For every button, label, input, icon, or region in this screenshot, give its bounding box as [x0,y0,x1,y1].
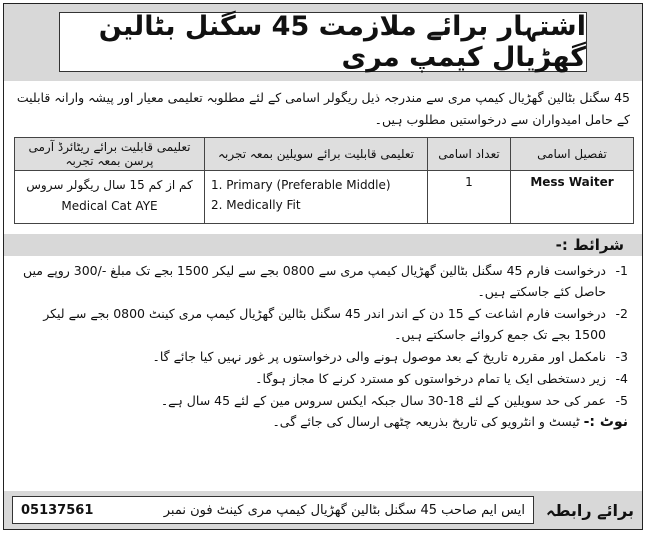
condition-text: درخواست فارم اشاعت کے 15 دن کے اندر اندر 45 سگنل بٹالین گھڑیال کیمپ مری کینٹ 0800 بجے سے لیکر 1500 بجے تک جمع کروائے جاسکتے ہیں۔ [43,306,606,342]
note-text: ٹیسٹ و انٹرویو کی تاریخ بذریعہ چٹھی ارسال کی جائے گی۔ [272,414,580,429]
retired-qualification [15,171,205,224]
title-banner [4,4,642,81]
condition-number: 1- [615,263,628,278]
condition-number: 4- [615,371,628,386]
condition-text: درخواست فارم 45 سگنل بٹالین گھڑیال کیمپ مری سے 0800 بجے سے لیکر 1500 بجے تک مبلغ -/300 روپے میں حاصل کئے جاسکتے ہیں۔ [22,263,606,299]
condition-text: زیر دستخطی ایک یا تمام درخواستوں کو مسترد کرنے کا مجاز ہوگا۔ [255,371,606,386]
retired-qual-line: کم از کم 15 سال ریگولر سروس [26,178,193,192]
retired-qual-line: Medical Cat AYE [61,199,158,213]
note-label: نوٹ :- [583,414,628,430]
post-name: Mess Waiter [511,171,634,224]
civilian-qual-line: 1. Primary (Preferable Middle) [211,178,391,192]
job-advertisement [3,3,643,530]
note [4,412,642,432]
contact-address: ایس ایم صاحب 45 سگنل بٹالین گھڑیال کیمپ مری کینٹ فون نمبر [163,502,525,518]
contact-phone: 05137561 [21,502,94,518]
list-item [18,390,628,411]
header-civilian-qual: تعلیمی قابلیت برائے سویلین بمعہ تجربہ [205,138,428,171]
title-box [59,12,587,72]
conditions-heading: شرائط :- [4,234,642,256]
condition-text: عمر کی حد سویلین کے لئے 18-30 سال جبکہ ایکس سروس مین کے لئے 45 سال ہے۔ [160,393,606,408]
list-item [18,346,628,367]
condition-number: 5- [615,393,628,408]
list-item [18,260,628,302]
condition-number: 3- [615,349,628,364]
condition-number: 2- [615,306,628,321]
header-count: تعداد اسامی [428,138,511,171]
list-item [18,368,628,389]
header-retired-qual: تعلیمی قابلیت برائے ریٹائرڈ آرمی پرسن بمعہ تجربہ [15,138,205,171]
ad-title: اشتہار برائے ملازمت 45 سگنل بٹالین گھڑیال کیمپ مری [98,11,586,73]
contact-box [12,496,534,524]
civilian-qual-line: 2. Medically Fit [211,198,301,212]
contact-bar [4,491,642,529]
table-row [15,171,634,224]
contact-label: برائے رابطہ [545,500,634,520]
list-item [18,303,628,345]
posts-table [14,137,634,224]
post-count: 1 [428,171,511,224]
conditions-list [4,256,642,411]
condition-text: نامکمل اور مقررہ تاریخ کے بعد موصول ہونے والی درخواستوں پر غور نہیں کیا جائے گا۔ [152,349,606,364]
civilian-qualification [205,171,428,224]
intro-text: 45 سگنل بٹالین گھڑیال کیمپ مری سے مندرجہ ذیل ریگولر اسامی کے لئے مطلوبہ تعلیمی معیار اور پیشہ وارانہ قابلیت کے حامل امیدواران سے درخواستیں مطلوب ہیں۔ [16,90,630,127]
table-header-row [15,138,634,171]
header-post: تفصیل اسامی [511,138,634,171]
